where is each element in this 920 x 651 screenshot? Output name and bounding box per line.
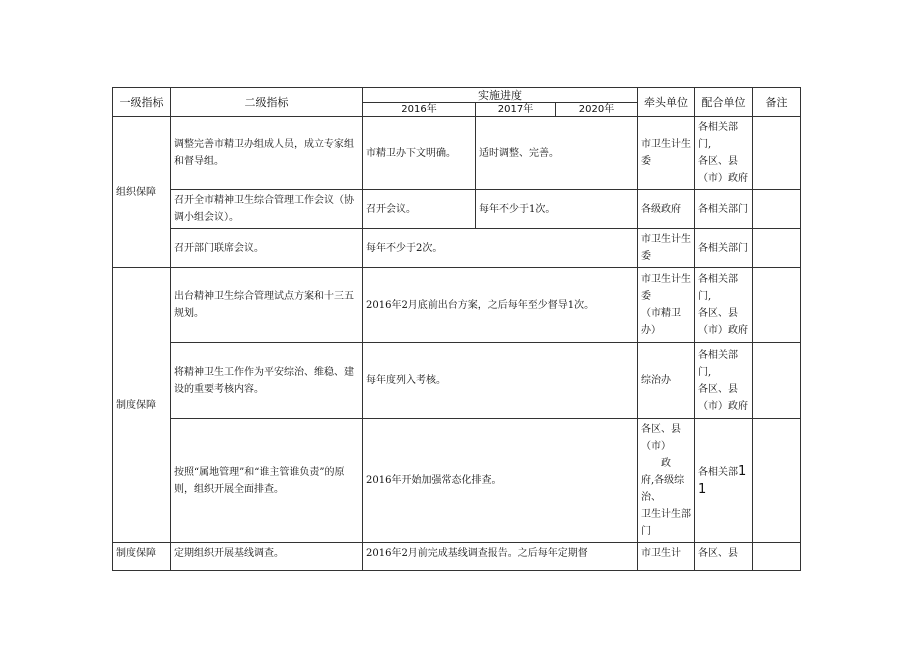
lead-cell <box>638 268 695 343</box>
cooperate-suffix: 11 <box>698 463 747 497</box>
header-remark: 备注 <box>753 88 801 117</box>
lead-line: （市精卫办） <box>641 308 681 336</box>
level2-cell: 召开部门联席会议。 <box>171 229 363 268</box>
progress-2017-cell: 适时调整、完善。 <box>476 117 638 190</box>
lead-cell: 综治办 <box>638 343 695 419</box>
cooperate-cell: 各相关部门 <box>695 229 753 268</box>
remark-cell <box>753 343 801 419</box>
header-year-2016: 2016年 <box>363 103 476 117</box>
cooperate-text: 各相关部 <box>698 466 738 478</box>
progress-cell: 每年度列入考核。 <box>363 343 638 419</box>
lead-cell: 市卫生计生委 <box>638 117 695 190</box>
header-level2: 二级指标 <box>171 88 363 117</box>
remark-cell <box>753 419 801 543</box>
lead-line: 门 <box>641 526 651 537</box>
cooperate-cell: 各相关部门 <box>695 190 753 229</box>
progress-cell: 2016年2月底前出台方案，之后每年至少督导1次。 <box>363 268 638 343</box>
plan-table <box>112 87 801 571</box>
progress-2017-cell: 每年不少于1次。 <box>476 190 638 229</box>
table-row <box>113 229 801 268</box>
progress-cell: 2016年2月前完成基线调查报告。之后每年定期督 <box>363 543 638 571</box>
lead-cell: 市卫生计 <box>638 543 695 571</box>
level2-cell: 将精神卫生工作作为平安综治、维稳、建设的重要考核内容。 <box>171 343 363 419</box>
remark-cell <box>753 117 801 190</box>
level2-cell: 调整完善市精卫办组成人员，成立专家组和督导组。 <box>171 117 363 190</box>
cooperate-line: 各区、县 <box>698 383 738 395</box>
cooperate-cell <box>695 419 753 543</box>
cooperate-line: （市）政府 <box>698 325 748 336</box>
cooperate-line: 各相关部门, <box>698 349 738 378</box>
lead-cell: 各级政府 <box>638 190 695 229</box>
cooperate-cell <box>695 343 753 419</box>
table-row <box>113 343 801 419</box>
header-progress: 实施进度 <box>363 88 638 103</box>
table-row <box>113 543 801 571</box>
progress-2016-cell: 市精卫办下文明确。 <box>363 117 476 190</box>
remark-cell <box>753 229 801 268</box>
level2-cell: 出台精神卫生综合管理试点方案和十三五规划。 <box>171 268 363 343</box>
level1-cell: 制度保障 <box>113 543 171 571</box>
cooperate-cell <box>695 117 753 190</box>
progress-cell: 每年不少于2次。 <box>363 229 638 268</box>
table-row <box>113 419 801 543</box>
level1-cell: 组织保障 <box>113 117 171 268</box>
table-row <box>113 268 801 343</box>
lead-line: 市卫生计生委 <box>641 274 691 302</box>
cooperate-line: 各相关部门, <box>698 122 738 150</box>
progress-cell: 2016年开始加强常态化排查。 <box>363 419 638 543</box>
cooperate-line: （市）政府 <box>698 400 748 412</box>
lead-cell <box>638 419 695 543</box>
lead-line: 各区、县（市） <box>641 424 681 452</box>
progress-2016-cell: 召开会议。 <box>363 190 476 229</box>
header-year-2020: 2020年 <box>556 103 638 117</box>
header-lead: 牵头单位 <box>638 88 695 117</box>
level2-cell: 按照“属地管理”和“谁主管谁负责”的原则，组织开展全面排查。 <box>171 419 363 543</box>
lead-line: 卫生计生部 <box>641 509 691 520</box>
header-row <box>113 88 801 103</box>
header-year-2017: 2017年 <box>476 103 556 117</box>
cooperate-line: （市）政府 <box>698 173 748 184</box>
header-level1: 一级指标 <box>113 88 171 117</box>
table-row <box>113 190 801 229</box>
lead-line: 政 <box>661 458 671 469</box>
remark-cell <box>753 190 801 229</box>
lead-line: 府,各级综治、 <box>641 475 685 503</box>
cooperate-line: 各区、县 <box>698 156 738 167</box>
cooperate-line: 各区、县 <box>698 308 738 319</box>
lead-cell: 市卫生计生委 <box>638 229 695 268</box>
level1-cell: 制度保障 <box>113 268 171 543</box>
cooperate-line: 各相关部门, <box>698 274 738 302</box>
header-cooperate: 配合单位 <box>695 88 753 117</box>
level2-cell: 定期组织开展基线调查。 <box>171 543 363 571</box>
remark-cell <box>753 543 801 571</box>
level2-cell: 召开全市精神卫生综合管理工作会议（协调小组会议）。 <box>171 190 363 229</box>
table-row <box>113 117 801 190</box>
remark-cell <box>753 268 801 343</box>
cooperate-cell <box>695 268 753 343</box>
cooperate-cell: 各区、县 <box>695 543 753 571</box>
